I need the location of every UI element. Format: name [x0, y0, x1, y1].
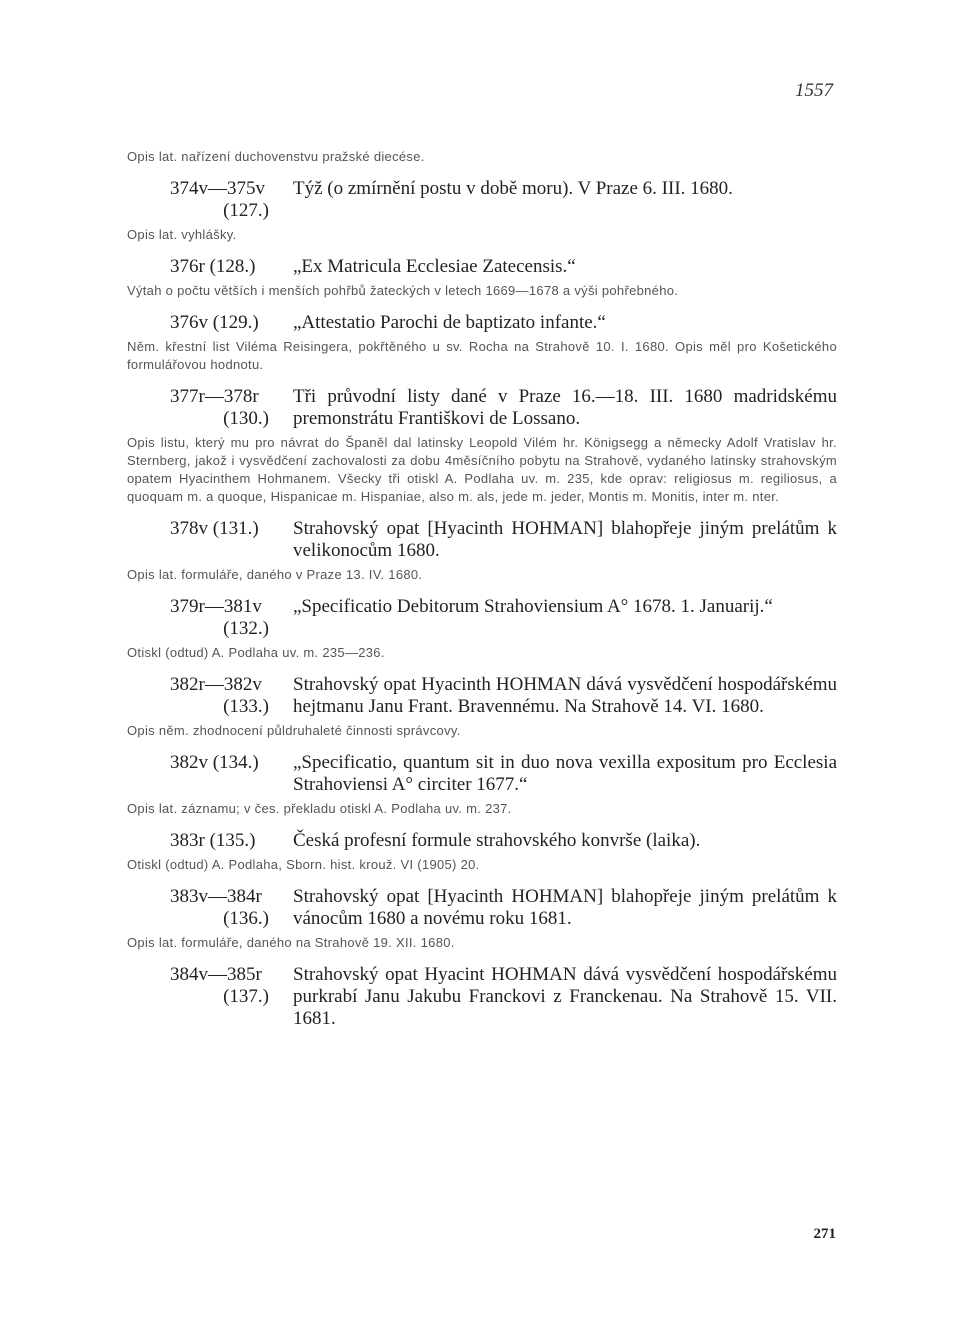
entry: [127, 886, 837, 930]
folio-reference: [127, 386, 293, 430]
entry: [127, 674, 837, 718]
entry: [127, 178, 837, 222]
entry-title: Strahovský opat Hyacinth HOHMAN dává vysvědčení hospodářskému hejtmanu Janu Frant. Bravennému. Na Strahově 14. VI. 1680.: [293, 674, 837, 717]
note-text: Opis lat. nařízení duchovenstvu pražské diecése.: [127, 149, 425, 164]
folio-reference-line: 377r—378r: [170, 386, 259, 407]
folio-reference-line: 376r (128.): [170, 256, 256, 277]
entry-title: „Ex Matricula Ecclesiae Zatecensis.“: [293, 256, 576, 277]
entry: [127, 256, 837, 278]
folio-reference-line: (130.): [223, 408, 269, 429]
folio-reference: [127, 518, 293, 540]
folio-reference-line: 374v—375v: [170, 178, 265, 199]
folio-reference-line: 382v (134.): [170, 752, 259, 773]
entry-title: „Attestatio Parochi de baptizato infante.“: [293, 312, 606, 333]
folio-reference-line: 384v—385r: [170, 964, 262, 985]
folio-reference: [127, 178, 293, 222]
entry: [127, 312, 837, 334]
folio-reference-line: 383v—384r: [170, 886, 262, 907]
folio-reference-line: (133.): [223, 696, 269, 717]
entry: [127, 596, 837, 640]
page-number: 1557: [795, 80, 833, 101]
note-text: Opis listu, který mu pro návrat do Španěl dal latinsky Leopold Vilém hr. Königsegg a německy Adolf Vratislav hr. Sternberg, jakož i vysvědčení zachovalosti za dobu 4měsíčního pobytu na Strahově, vydaného latinsky strahovským opatem Hyacinthem Hohmanem. Všecky tři otiskl A. Podlaha uv. m. 235, kde oprav: religiosus m. regiliosus, a quoquam m. a quoque, Hispanicae m. Hispaniae, also m. als, jede m. jeder, Montis m. Monitis, inter m. nter.: [127, 435, 837, 504]
entry: [127, 518, 837, 562]
note-text: Něm. křestní list Viléma Reisingera, pokřtěného u sv. Rocha na Strahově 10. I. 1680. Opis měl pro Košetického formulářovou hodnotu.: [127, 339, 837, 372]
folio-reference: [127, 596, 293, 640]
folio-reference: [127, 830, 293, 852]
entry: [127, 964, 837, 1030]
note-text: Výtah o počtu větších i menších pohřbů žateckých v letech 1669—1678 a výši pohřebného.: [127, 283, 679, 298]
note-text: Otiskl (odtud) A. Podlaha uv. m. 235—236.: [127, 645, 385, 660]
document-body: [127, 148, 837, 1030]
folio-reference: [127, 256, 293, 278]
folio-reference: [127, 674, 293, 718]
folio-reference-line: (132.): [223, 618, 269, 639]
footer-page-number: 271: [813, 1226, 836, 1242]
folio-reference-line: (127.): [223, 200, 269, 221]
folio-reference-line: 382r—382v: [170, 674, 262, 695]
note-text: Opis lat. záznamu; v čes. překladu otiskl A. Podlaha uv. m. 237.: [127, 801, 512, 816]
entry-title: „Specificatio, quantum sit in duo nova vexilla expositum pro Ecclesia Strahoviensi A° circiter 1677.“: [293, 752, 837, 795]
folio-reference: [127, 752, 293, 774]
entry: [127, 830, 837, 852]
entry-title: „Specificatio Debitorum Strahoviensium A° 1678. 1. Januarij.“: [293, 596, 773, 617]
note-text: Opis lat. formuláře, daného na Strahově 19. XII. 1680.: [127, 935, 455, 950]
folio-reference: [127, 312, 293, 334]
entry-title: Strahovský opat [Hyacinth HOHMAN] blahopřeje jiným prelátům k velikonocům 1680.: [293, 518, 837, 561]
entry: [127, 752, 837, 796]
folio-reference: [127, 886, 293, 930]
entry-title: Strahovský opat Hyacint HOHMAN dává vysvědčení hospodářskému purkrabí Janu Jakubu Franckovi z Franckenau. Na Strahově 15. VII. 1681.: [293, 964, 837, 1029]
folio-reference-line: 376v (129.): [170, 312, 259, 333]
folio-reference-line: (136.): [223, 908, 269, 929]
note-text: Opis lat. formuláře, daného v Praze 13. IV. 1680.: [127, 567, 423, 582]
folio-reference-line: 378v (131.): [170, 518, 259, 539]
entry-title: Česká profesní formule strahovského konvrše (laika).: [293, 830, 701, 851]
entry-title: Strahovský opat [Hyacinth HOHMAN] blahopřeje jiným prelátům k vánocům 1680 a novému roku 1681.: [293, 886, 837, 929]
entry-title: Tři průvodní listy dané v Praze 16.—18. III. 1680 madridskému premonstrátu Františkovi de Lossano.: [293, 386, 837, 429]
entry-title: Týž (o zmírnění postu v době moru). V Praze 6. III. 1680.: [293, 178, 733, 199]
note-text: Opis lat. vyhlášky.: [127, 227, 237, 242]
entry: [127, 386, 837, 430]
folio-reference-line: 383r (135.): [170, 830, 256, 851]
folio-reference-line: 379r—381v: [170, 596, 262, 617]
folio-reference: [127, 964, 293, 1008]
note-text: Opis něm. zhodnocení půldruhaleté činnosti správcovy.: [127, 723, 461, 738]
folio-reference-line: (137.): [223, 986, 269, 1007]
note-text: Otiskl (odtud) A. Podlaha, Sborn. hist. krouž. VI (1905) 20.: [127, 857, 480, 872]
